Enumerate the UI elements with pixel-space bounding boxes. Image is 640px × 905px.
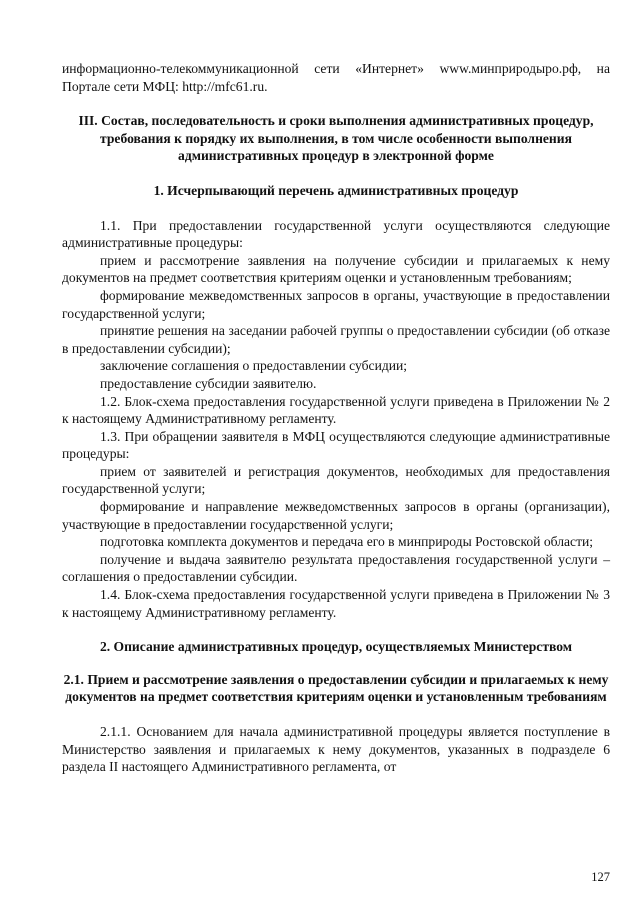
list-paragraph: прием и рассмотрение заявления на получение субсидии и прилагаемых к нему документов на предмет соответствия критериям оценки и установленным требованиям; [62, 252, 610, 286]
document-body [62, 60, 610, 776]
list-paragraph: подготовка комплекта документов и передача его в минприроды Ростовской области; [100, 534, 594, 550]
section-heading: III. Состав, последовательность и сроки выполнения административных процедур, требования к порядку их выполнения, в том числе особенности выполнения административных процедур в электронной форме [78, 113, 594, 164]
page-number: 127 [591, 870, 610, 884]
list-paragraph: получение и выдача заявителю результата предоставления государственной услуги – соглашения о предоставлении субсидии. [62, 551, 610, 585]
list-paragraph: прием от заявителей и регистрация документов, необходимых для предоставления государственной услуги; [62, 463, 610, 497]
subsection-2-heading: 2. Описание административных процедур, осуществляемых Министерством [99, 639, 573, 655]
subsection-2-1-heading: 2.1. Прием и рассмотрение заявления о предоставлении субсидии и прилагаемых к нему документов на предмет соответствия критериям оценки и установленным требованиям [63, 671, 609, 705]
subsection-1-heading: 1. Исчерпывающий перечень административных процедур [153, 182, 519, 198]
intro-paragraph: информационно-телекоммуникационной сети «Интернет» www.минприродыро.рф, на Портале сети МФЦ: http://mfc61.ru. [62, 61, 610, 94]
list-paragraph: 1.1. При предоставлении государственной услуги осуществляются следующие административные процедуры: [62, 217, 610, 251]
list-paragraph: предоставление субсидии заявителю. [100, 375, 317, 391]
list-paragraph: 1.4. Блок-схема предоставления государственной услуги приведена в Приложении № 3 к настоящему Административному регламенту. [62, 587, 610, 620]
list-paragraph: заключение соглашения о предоставлении субсидии; [100, 358, 408, 374]
paragraph-2-1-1: 2.1.1. Основанием для начала административной процедуры является поступление в Министерство заявления и прилагаемых к нему документов, указанных в подразделе 6 раздела II настоящего Административного регламента, от [62, 724, 610, 775]
list-paragraph: принятие решения на заседании рабочей группы о предоставлении субсидии (об отказе в предоставлении субсидии); [62, 323, 610, 356]
list-paragraph: 1.3. При обращении заявителя в МФЦ осуществляются следующие административные процедуры: [62, 428, 610, 462]
list-paragraph: формирование межведомственных запросов в органы, участвующие в предоставлении государственной услуги; [62, 287, 610, 321]
subsection-1-paragraphs [62, 217, 610, 622]
list-paragraph: 1.2. Блок-схема предоставления государственной услуги приведена в Приложении № 2 к настоящему Административному регламенту. [62, 393, 610, 427]
list-paragraph: формирование и направление межведомственных запросов в органы (организации), участвующие в предоставлении государственной услуги; [62, 499, 610, 532]
